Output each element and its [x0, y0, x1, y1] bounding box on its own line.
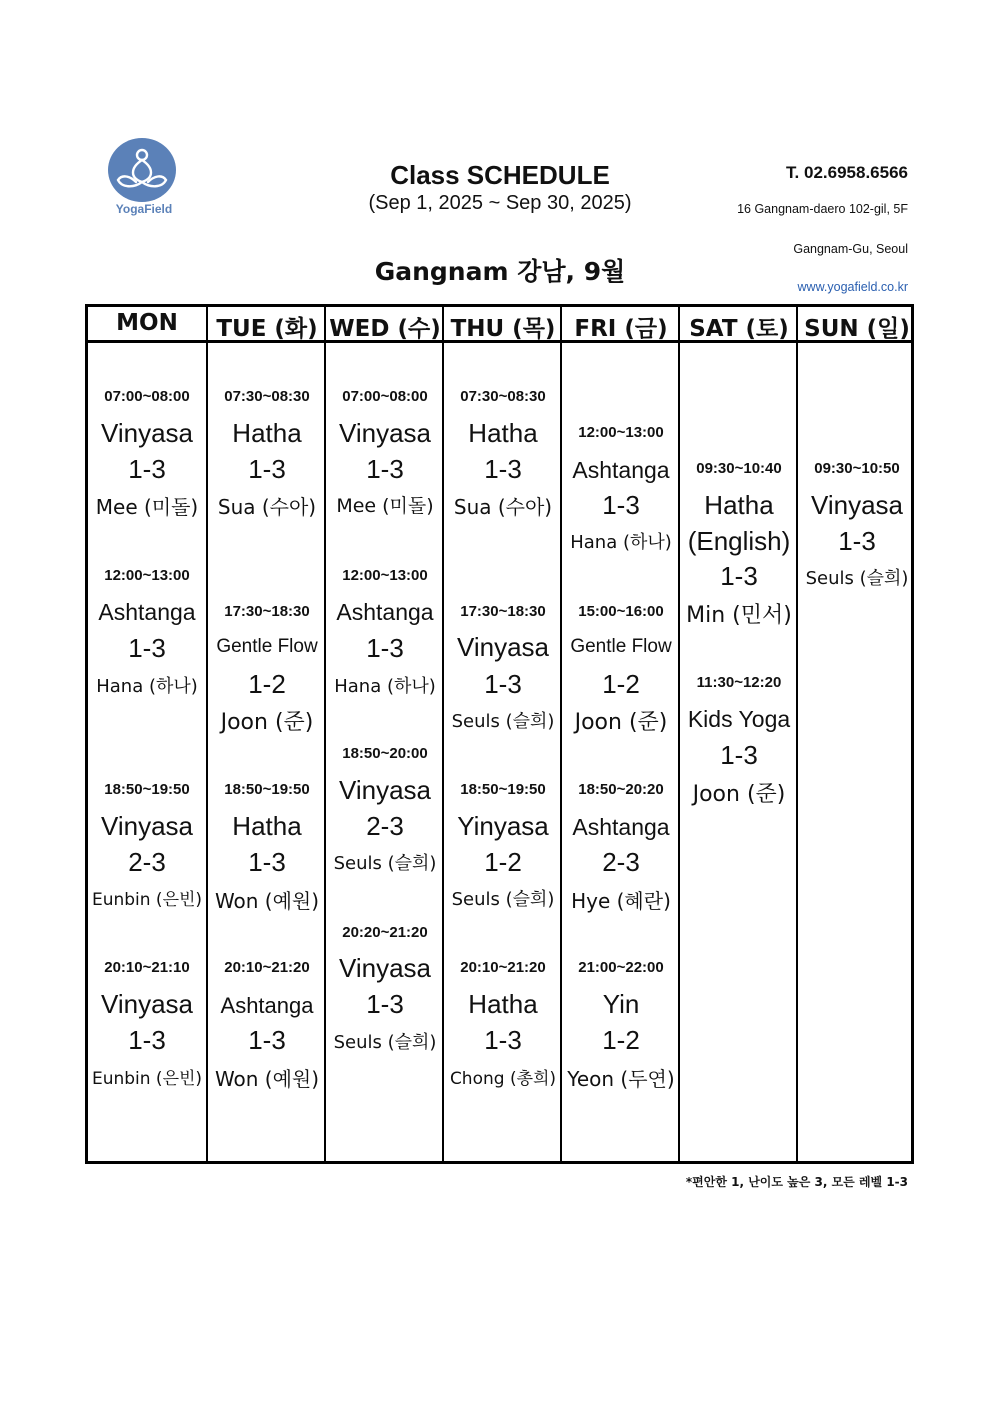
class-name: Vinyasa: [100, 418, 194, 448]
class-time: 20:10~21:20: [460, 959, 546, 976]
class-level: 1-3: [366, 633, 404, 663]
class-level: 1-3: [366, 989, 404, 1019]
class-instructor: Seuls (슬희): [805, 568, 909, 589]
class-time: 21:00~22:00: [578, 959, 664, 976]
class-name: Hatha: [468, 418, 538, 448]
class-level: 1-3: [720, 561, 758, 591]
class-instructor: Joon (준): [574, 710, 668, 735]
class-name: Vinyasa: [338, 775, 432, 805]
class-instructor: Mee (미돌): [95, 495, 199, 519]
class-name: Ashtanga: [98, 599, 196, 625]
column-tue: [206, 307, 326, 1161]
class-instructor: Chong (총희): [449, 1069, 557, 1089]
lotus-icon: [108, 138, 176, 202]
class-time: 18:50~19:50: [224, 781, 310, 798]
class-name: Yinyasa: [457, 811, 549, 841]
class-instructor: Won (예원): [214, 1067, 320, 1091]
class-level: 1-2: [602, 669, 640, 699]
schedule-table: [85, 304, 914, 1164]
column-mon: [88, 307, 206, 1161]
class-level: 1-3: [128, 633, 166, 663]
column-sat: [678, 307, 798, 1161]
class-time: 18:50~19:50: [460, 781, 546, 798]
class-name: Ashtanga: [336, 599, 434, 625]
class-time: 07:00~08:00: [104, 388, 190, 405]
class-time: 20:10~21:10: [104, 959, 190, 976]
class-level: 1-3: [248, 454, 286, 484]
class-name: Hatha: [704, 490, 774, 520]
class-level: 1-3: [248, 1025, 286, 1055]
class-name: Yin: [602, 989, 640, 1019]
class-level: 1-3: [838, 526, 876, 556]
day-header-mon: MON: [116, 310, 178, 336]
class-time: 17:30~18:30: [460, 603, 546, 620]
class-level: 2-3: [128, 847, 166, 877]
class-instructor: Min (민서): [686, 603, 792, 628]
day-header-tue: TUE (화): [216, 316, 318, 342]
logo-text: YogaField: [115, 202, 173, 216]
class-time: 12:00~13:00: [104, 567, 190, 584]
class-time: 18:50~19:50: [104, 781, 190, 798]
day-header-sun: SUN (일): [804, 316, 910, 342]
class-level: 2-3: [602, 847, 640, 877]
day-header-wed: WED (수): [329, 316, 441, 342]
class-level: 2-3: [366, 811, 404, 841]
class-name: Gentle Flow: [216, 636, 318, 657]
address-line-2: Gangnam-Gu, Seoul: [793, 242, 908, 256]
class-level: 1-3: [484, 454, 522, 484]
class-instructor: Sua (수아): [453, 495, 553, 519]
class-instructor: Yeon (두연): [567, 1067, 675, 1091]
class-name: Ashtanga: [572, 457, 670, 483]
class-instructor: Sua (수아): [217, 495, 317, 519]
class-name: Hatha: [232, 811, 302, 841]
class-instructor: Joon (준): [220, 710, 314, 735]
class-time: 12:00~13:00: [342, 567, 428, 584]
class-time: 18:50~20:20: [578, 781, 664, 798]
class-level: 1-2: [484, 847, 522, 877]
class-name: Ashtanga: [572, 814, 670, 840]
class-time: 12:00~13:00: [578, 424, 664, 441]
class-name: Vinyasa: [456, 632, 550, 662]
class-level: 1-2: [602, 1025, 640, 1055]
class-level: 1-3: [484, 669, 522, 699]
column-fri: [560, 307, 680, 1161]
yogafield-logo: [106, 136, 182, 220]
class-note: (English): [687, 526, 791, 556]
class-instructor: Seuls (슬희): [333, 1032, 437, 1053]
column-thu: [442, 307, 562, 1161]
class-name: Hatha: [232, 418, 302, 448]
class-time: 20:20~21:20: [342, 924, 428, 941]
address-line-1: 16 Gangnam-daero 102-gil, 5F: [737, 202, 908, 216]
class-time: 07:30~08:30: [460, 388, 546, 405]
class-time: 07:00~08:00: [342, 388, 428, 405]
class-time: 07:30~08:30: [224, 388, 310, 405]
class-instructor: Hana (하나): [96, 676, 198, 697]
class-name: Gentle Flow: [570, 636, 672, 657]
class-time: 20:10~21:20: [224, 959, 310, 976]
class-name: Vinyasa: [338, 418, 432, 448]
phone-number: T. 02.6958.6566: [786, 163, 908, 182]
class-level: 1-3: [366, 454, 404, 484]
page-title: Class SCHEDULE: [390, 160, 610, 190]
class-time: 15:00~16:00: [578, 603, 664, 620]
website-link[interactable]: www.yogafield.co.kr: [797, 280, 908, 294]
column-wed: [324, 307, 444, 1161]
class-level: 1-3: [128, 1025, 166, 1055]
class-instructor: Won (예원): [214, 889, 320, 913]
class-time: 09:30~10:50: [814, 460, 900, 477]
class-instructor: Mee (미돌): [336, 495, 434, 517]
class-instructor: Eunbin (은빈): [91, 1069, 203, 1089]
class-instructor: Hye (혜란): [571, 889, 671, 913]
class-instructor: Hana (하나): [570, 532, 672, 553]
schedule-period: (Sep 1, 2025 ~ Sep 30, 2025): [368, 192, 632, 214]
class-level: 1-3: [248, 847, 286, 877]
class-time: 18:50~20:00: [342, 745, 428, 762]
class-level: 1-3: [720, 740, 758, 770]
class-name: Vinyasa: [100, 989, 194, 1019]
class-instructor: Hana (하나): [334, 676, 436, 697]
class-instructor: Seuls (슬희): [451, 889, 555, 910]
class-name: Ashtanga: [220, 993, 314, 1018]
class-instructor: Joon (준): [692, 782, 786, 807]
class-name: Hatha: [468, 989, 538, 1019]
class-level: 1-3: [128, 454, 166, 484]
class-time: 09:30~10:40: [696, 460, 782, 477]
day-header-sat: SAT (토): [689, 316, 789, 342]
class-instructor: Eunbin (은빈): [91, 890, 203, 910]
branch-name: Gangnam 강남, 9월: [374, 257, 626, 286]
day-header-fri: FRI (금): [574, 316, 668, 342]
class-name: Kids Yoga: [687, 706, 791, 732]
class-name: Vinyasa: [810, 490, 904, 520]
class-level: 1-2: [248, 669, 286, 699]
class-level: 1-3: [484, 1025, 522, 1055]
column-sun: [796, 307, 916, 1161]
class-name: Vinyasa: [338, 953, 432, 983]
class-instructor: Seuls (슬희): [333, 853, 437, 874]
day-header-thu: THU (목): [450, 316, 556, 342]
class-level: 1-3: [602, 490, 640, 520]
class-time: 17:30~18:30: [224, 603, 310, 620]
class-name: Vinyasa: [100, 811, 194, 841]
level-footnote: *편안한 1, 난이도 높은 3, 모든 레벨 1-3: [685, 1175, 908, 1189]
class-time: 11:30~12:20: [696, 674, 782, 691]
class-instructor: Seuls (슬희): [451, 711, 555, 732]
